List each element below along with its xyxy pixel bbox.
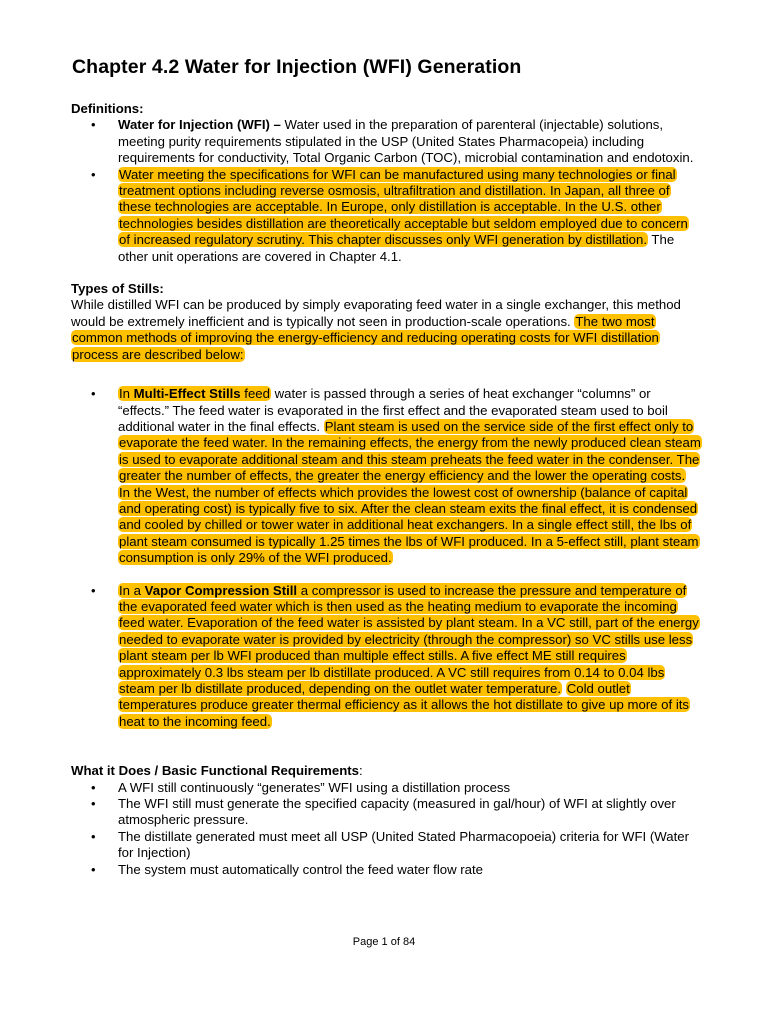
hl-suffix: feed bbox=[240, 386, 270, 402]
definitions-list bbox=[71, 117, 701, 265]
definition-item-wfi bbox=[71, 117, 701, 166]
types-of-stills-heading: Types of Stills: bbox=[71, 281, 164, 297]
document-body bbox=[71, 101, 701, 878]
highlighted-text: The two most common methods of improving the energy-efficiency and reducing operating costs for WFI distillation process are described below: bbox=[72, 313, 659, 362]
vapor-compression-still-item bbox=[71, 583, 701, 731]
highlighted-text: Cold outlet temperatures produce greater thermal efficiency as it allows the hot distillate to give up more of its heat to the incoming feed. bbox=[119, 681, 690, 729]
requirement-item: • The system must automatically control the feed water flow rate bbox=[71, 862, 701, 878]
highlighted-text: Plant steam is used on the service side of the first effect only to evaporate the feed water. In the remaining effects, the energy from the newly produced clean steam is used to evaporate additional steam and this steam preheats the feed water in the condenser. The greater the number of effects, the greater the energy efficiency and the lower the operating costs. bbox=[119, 418, 701, 484]
stills-intro-paragraph bbox=[71, 297, 701, 363]
requirements-heading bbox=[71, 763, 701, 779]
plain-text: water is passed through a series of heat exchanger “columns” or “effects.” The feed water is evaporated in the first effect and the evaporated steam used to boil additional water in the final effects. bbox=[118, 386, 668, 434]
highlighted-text bbox=[118, 386, 271, 401]
plain-text: While distilled WFI can be produced by simply evaporating feed water in a single exchanger, this method would be extremely inefficient and is typically not seen in production-scale operations. bbox=[71, 297, 681, 329]
stills-list bbox=[71, 386, 701, 730]
highlighted-text bbox=[118, 583, 700, 696]
definition-item-technologies bbox=[71, 167, 701, 265]
hl-suffix: a compressor is used to increase the pressure and temperature of the evaporated feed water which is then used as the heating medium to evaporate the incoming feed water. Evaporation of the feed water is assisted by plant steam. In a VC still, part of the energy needed to evaporate water is provided by electricity (through the compressor) so VC stills use less plant steam per lb WFI produced than multiple effect stills. A five effect ME still requires approximately 0.3 lbs steam per lb distillate produced. A VC still requires from 0.14 to 0.04 lbs steam per lb distillate produced, depending on the outlet water temperature. bbox=[119, 582, 699, 696]
multi-effect-term: Multi-Effect Stills bbox=[133, 386, 241, 402]
definitions-heading: Definitions: bbox=[71, 101, 144, 116]
page-title: Chapter 4.2 Water for Injection (WFI) Generation bbox=[72, 56, 522, 78]
page-number-footer: Page 1 of 84 bbox=[352, 936, 416, 948]
vapor-compression-term: Vapor Compression Still bbox=[144, 582, 298, 598]
wfi-definition: Water used in the preparation of parenteral (injectable) solutions, meeting purity requirements stipulated in the USP (United States Pharmacopeia) including requirements for conductivity, Total Organic Carbon (TOC), microbial contamination and endotoxin. bbox=[118, 117, 694, 166]
requirements-heading-text: What it Does / Basic Functional Requirements bbox=[71, 763, 359, 779]
requirements-heading-colon: : bbox=[358, 763, 363, 779]
wfi-term: Water for Injection (WFI) – bbox=[118, 117, 281, 133]
requirement-item: • The distillate generated must meet all USP (United Stated Pharmacopoeia) criteria for WFI (Water for Injection) bbox=[71, 829, 701, 862]
requirement-item: • The WFI still must generate the specified capacity (measured in gal/hour) of WFI at slightly over atmospheric pressure. bbox=[71, 796, 701, 829]
multi-effect-still-item bbox=[71, 386, 701, 566]
requirement-item: • A WFI still continuously “generates” WFI using a distillation process bbox=[71, 780, 701, 796]
highlighted-text: In the West, the number of effects which provides the lowest cost of ownership (balance of capital and operating cost) is typically five to six. After the clean steam exits the final effect, it is condensed and cooled by chilled or tower water in additional heat exchangers. In a single effect still, the lbs of plant steam consumed is typically 1.25 times the lbs of WFI produced. In a 5-effect still, plant steam consumption is only 29% of the WFI produced. bbox=[119, 484, 699, 566]
plain-text: The other unit operations are covered in Chapter 4.1. bbox=[118, 232, 675, 264]
hl-prefix: In a bbox=[119, 582, 145, 598]
requirements-list bbox=[71, 780, 701, 878]
highlighted-text: Water meeting the specifications for WFI can be manufactured using many technologies or final treatment options including reverse osmosis, ultrafiltration and distillation. In Japan, all three of these technologies are acceptable. In Europe, only distillation is acceptable. In the U.S. other technologies besides distillation are theoretically acceptable but seldom employed due to concern of increased regulatory scrutiny. This chapter discusses only WFI generation by distillation. bbox=[119, 166, 688, 248]
hl-prefix: In bbox=[119, 386, 134, 402]
